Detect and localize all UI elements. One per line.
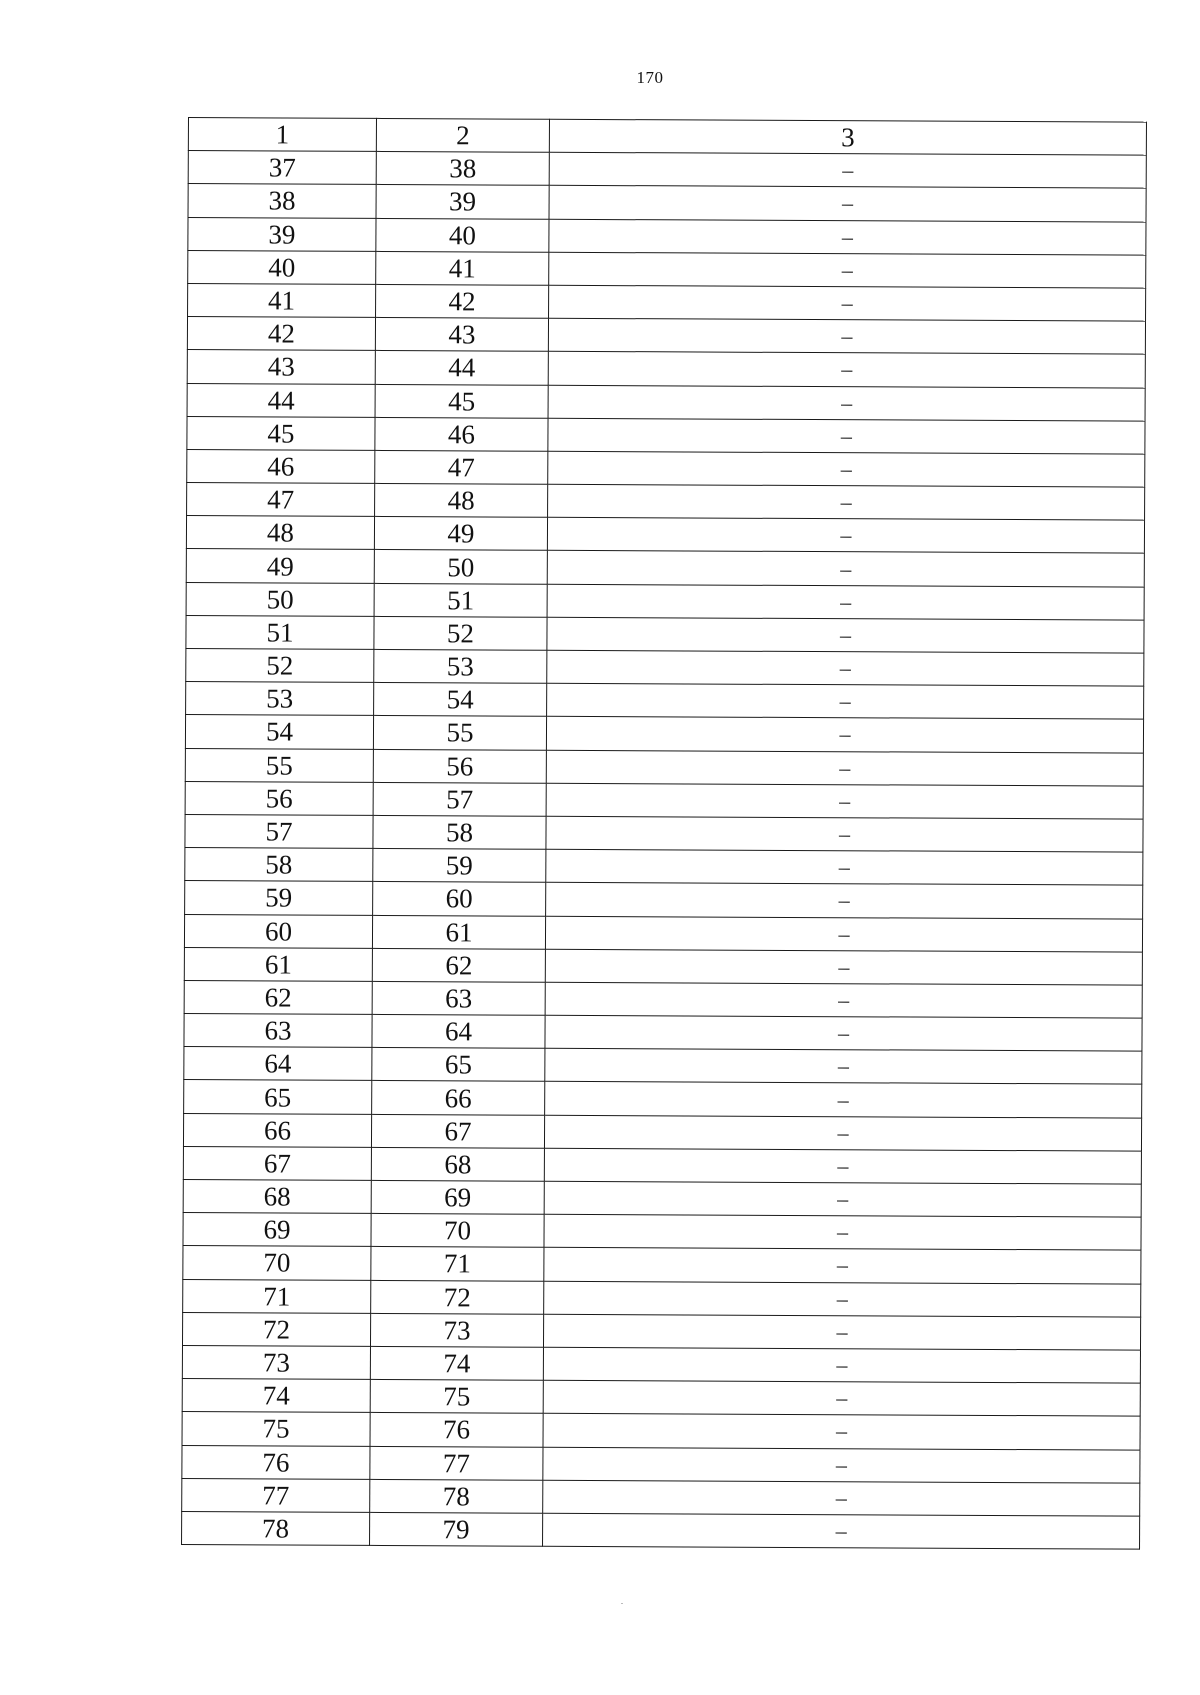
table-cell-col-2: 62 <box>372 948 545 982</box>
table-cell-col-3: – <box>547 683 1144 719</box>
table-cell-col-2: 75 <box>370 1380 543 1414</box>
table-row <box>183 1179 1141 1217</box>
table-cell-col-3: – <box>548 385 1145 421</box>
table-cell-col-1: 66 <box>183 1113 371 1147</box>
table-cell-col-1: 49 <box>186 549 374 583</box>
table-cell-col-3: – <box>545 982 1142 1018</box>
table-cell-col-1: 41 <box>188 283 376 317</box>
table-cell-col-3: – <box>546 717 1143 753</box>
table-cell-col-2: 48 <box>375 483 548 517</box>
table-row <box>188 217 1146 255</box>
table-cell-col-1: 62 <box>184 980 372 1014</box>
table-cell-col-1: 37 <box>188 151 376 185</box>
table-cell-col-1: 52 <box>186 648 374 682</box>
table-cell-col-3: – <box>548 418 1145 454</box>
table-row <box>187 416 1145 454</box>
table-row <box>186 516 1144 554</box>
table-cell-col-1: 38 <box>188 184 376 218</box>
table-cell-col-2: 44 <box>375 351 548 385</box>
table-cell-col-3: – <box>546 783 1143 819</box>
table-cell-col-2: 74 <box>370 1346 543 1380</box>
table-row <box>186 682 1144 720</box>
table-cell-col-3: – <box>544 1214 1141 1250</box>
table-row <box>185 781 1143 819</box>
data-table <box>181 117 1147 1550</box>
table-cell-col-3: – <box>548 352 1145 388</box>
table-cell-col-2: 50 <box>374 550 547 584</box>
table-row <box>185 848 1143 886</box>
table-cell-col-2: 38 <box>376 152 549 186</box>
table-cell-col-1: 77 <box>182 1478 370 1512</box>
table-cell-col-2: 54 <box>374 683 547 717</box>
table-header <box>188 118 1146 156</box>
table-cell-col-3: – <box>543 1480 1140 1516</box>
table-row <box>184 947 1142 985</box>
table-cell-col-2: 53 <box>374 649 547 683</box>
table-body <box>182 151 1147 1550</box>
table-row <box>186 582 1144 620</box>
table-cell-col-3: – <box>547 551 1144 587</box>
table-row <box>183 1279 1141 1317</box>
table-cell-col-1: 54 <box>185 715 373 749</box>
table-cell-col-1: 67 <box>183 1146 371 1180</box>
table-cell-col-3: – <box>547 584 1144 620</box>
table-cell-col-2: 61 <box>372 915 545 949</box>
table-row <box>182 1345 1140 1383</box>
table-cell-col-2: 59 <box>373 849 546 883</box>
table-row <box>183 1146 1141 1184</box>
table-cell-col-3: – <box>543 1513 1140 1549</box>
table-row <box>188 250 1146 288</box>
scan-speck <box>621 1603 623 1604</box>
table-cell-col-1: 58 <box>185 848 373 882</box>
table-cell-col-3: – <box>549 252 1146 288</box>
table-cell-col-2: 76 <box>370 1413 543 1447</box>
table-cell-col-3: – <box>544 1148 1141 1184</box>
table-cell-col-3: – <box>545 916 1142 952</box>
table-cell-col-1: 48 <box>186 516 374 550</box>
table-cell-col-1: 71 <box>183 1279 371 1313</box>
table-cell-col-3: – <box>546 750 1143 786</box>
table-cell-col-1: 40 <box>188 250 376 284</box>
table-cell-col-2: 41 <box>376 251 549 285</box>
table-cell-col-1: 45 <box>187 416 375 450</box>
table-cell-col-2: 72 <box>371 1280 544 1314</box>
table-cell-col-2: 79 <box>370 1512 543 1546</box>
page-number: 170 <box>636 68 664 87</box>
table-cell-col-3: – <box>548 484 1145 520</box>
table-cell-col-3: – <box>546 849 1143 885</box>
table-cell-col-1: 56 <box>185 781 373 815</box>
table-cell-col-1: 69 <box>183 1213 371 1247</box>
table-row <box>185 715 1143 753</box>
table-row <box>182 1312 1140 1350</box>
table-row <box>186 615 1144 653</box>
table-cell-col-2: 49 <box>374 517 547 551</box>
table-cell-col-1: 72 <box>182 1312 370 1346</box>
table-cell-col-2: 56 <box>373 749 546 783</box>
table-cell-col-1: 74 <box>182 1379 370 1413</box>
table-row <box>184 914 1142 952</box>
table-row <box>188 151 1146 189</box>
header-row <box>188 118 1146 156</box>
table-cell-col-1: 47 <box>187 483 375 517</box>
table-cell-col-1: 43 <box>187 350 375 384</box>
table-cell-col-3: – <box>547 518 1144 554</box>
table-cell-col-1: 60 <box>184 914 372 948</box>
table-cell-col-3: – <box>544 1181 1141 1217</box>
table-cell-col-1: 39 <box>188 217 376 251</box>
table-cell-col-2: 43 <box>375 318 548 352</box>
table-cell-col-3: – <box>545 1049 1142 1085</box>
table-cell-col-2: 57 <box>373 782 546 816</box>
table-row <box>187 483 1145 521</box>
table-cell-col-1: 59 <box>185 881 373 915</box>
table-cell-col-1: 75 <box>182 1412 370 1446</box>
table-cell-col-3: – <box>543 1447 1140 1483</box>
table-cell-col-1: 57 <box>185 814 373 848</box>
table-cell-col-3: – <box>549 152 1146 188</box>
table-cell-col-2: 39 <box>376 185 549 219</box>
table-cell-col-3: – <box>545 1015 1142 1051</box>
table-cell-col-3: – <box>549 219 1146 255</box>
table-row <box>182 1478 1140 1516</box>
table-cell-col-3: – <box>549 285 1146 321</box>
table-cell-col-2: 78 <box>370 1479 543 1513</box>
table-row <box>184 1014 1142 1052</box>
table-row <box>184 980 1142 1018</box>
table-cell-col-1: 76 <box>182 1445 370 1479</box>
table-cell-col-2: 55 <box>373 716 546 750</box>
table-row <box>187 317 1145 355</box>
data-table-container <box>181 117 1146 1550</box>
table-cell-col-1: 51 <box>186 615 374 649</box>
table-row <box>183 1113 1141 1151</box>
table-row <box>188 184 1146 222</box>
table-cell-col-1: 55 <box>185 748 373 782</box>
table-cell-col-2: 52 <box>374 616 547 650</box>
table-cell-col-3: – <box>547 617 1144 653</box>
table-cell-col-3: – <box>544 1248 1141 1284</box>
column-header-2: 2 <box>376 118 549 152</box>
table-cell-col-3: – <box>548 451 1145 487</box>
table-cell-col-3: – <box>543 1380 1140 1416</box>
table-cell-col-2: 69 <box>371 1180 544 1214</box>
table-cell-col-2: 47 <box>375 450 548 484</box>
table-row <box>182 1379 1140 1417</box>
table-cell-col-2: 73 <box>370 1313 543 1347</box>
table-row <box>182 1412 1140 1450</box>
table-cell-col-3: – <box>545 1082 1142 1118</box>
table-cell-col-3: – <box>543 1414 1140 1450</box>
table-row <box>184 1047 1142 1085</box>
table-cell-col-1: 68 <box>183 1179 371 1213</box>
table-cell-col-2: 64 <box>372 1014 545 1048</box>
table-row <box>182 1511 1140 1549</box>
table-row <box>182 1445 1140 1483</box>
table-cell-col-1: 42 <box>187 317 375 351</box>
table-cell-col-2: 58 <box>373 815 546 849</box>
table-cell-col-3: – <box>543 1347 1140 1383</box>
table-cell-col-2: 46 <box>375 417 548 451</box>
table-cell-col-2: 42 <box>376 284 549 318</box>
table-cell-col-3: – <box>545 949 1142 985</box>
table-cell-col-3: – <box>544 1115 1141 1151</box>
table-cell-col-2: 67 <box>371 1114 544 1148</box>
table-cell-col-2: 51 <box>374 583 547 617</box>
table-cell-col-1: 63 <box>184 1014 372 1048</box>
table-cell-col-1: 64 <box>184 1047 372 1081</box>
table-cell-col-2: 70 <box>371 1214 544 1248</box>
table-row <box>186 549 1144 587</box>
table-row <box>183 1246 1141 1284</box>
table-cell-col-1: 46 <box>187 449 375 483</box>
table-row <box>186 648 1144 686</box>
table-cell-col-1: 78 <box>182 1511 370 1545</box>
table-cell-col-1: 61 <box>184 947 372 981</box>
table-cell-col-3: – <box>548 318 1145 354</box>
table-cell-col-2: 60 <box>373 882 546 916</box>
table-row <box>183 1213 1141 1251</box>
table-cell-col-2: 68 <box>371 1147 544 1181</box>
column-header-1: 1 <box>188 118 376 152</box>
table-row <box>188 283 1146 321</box>
table-cell-col-3: – <box>543 1314 1140 1350</box>
table-row <box>187 449 1145 487</box>
table-row <box>187 383 1145 421</box>
table-row <box>185 881 1143 919</box>
table-cell-col-1: 70 <box>183 1246 371 1280</box>
table-cell-col-2: 63 <box>372 981 545 1015</box>
table-cell-col-1: 50 <box>186 582 374 616</box>
table-cell-col-2: 66 <box>372 1081 545 1115</box>
table-cell-col-1: 65 <box>184 1080 372 1114</box>
table-cell-col-3: – <box>546 883 1143 919</box>
table-cell-col-2: 71 <box>371 1247 544 1281</box>
table-cell-col-3: – <box>544 1281 1141 1317</box>
table-cell-col-3: – <box>547 650 1144 686</box>
table-cell-col-1: 44 <box>187 383 375 417</box>
table-cell-col-1: 73 <box>182 1345 370 1379</box>
table-cell-col-2: 77 <box>370 1446 543 1480</box>
column-header-3: 3 <box>549 119 1146 155</box>
table-row <box>184 1080 1142 1118</box>
table-cell-col-2: 45 <box>375 384 548 418</box>
table-cell-col-3: – <box>546 816 1143 852</box>
table-cell-col-3: – <box>549 186 1146 222</box>
table-cell-col-2: 40 <box>376 218 549 252</box>
table-row <box>185 748 1143 786</box>
table-cell-col-2: 65 <box>372 1048 545 1082</box>
table-cell-col-1: 53 <box>186 682 374 716</box>
table-row <box>185 814 1143 852</box>
table-row <box>187 350 1145 388</box>
